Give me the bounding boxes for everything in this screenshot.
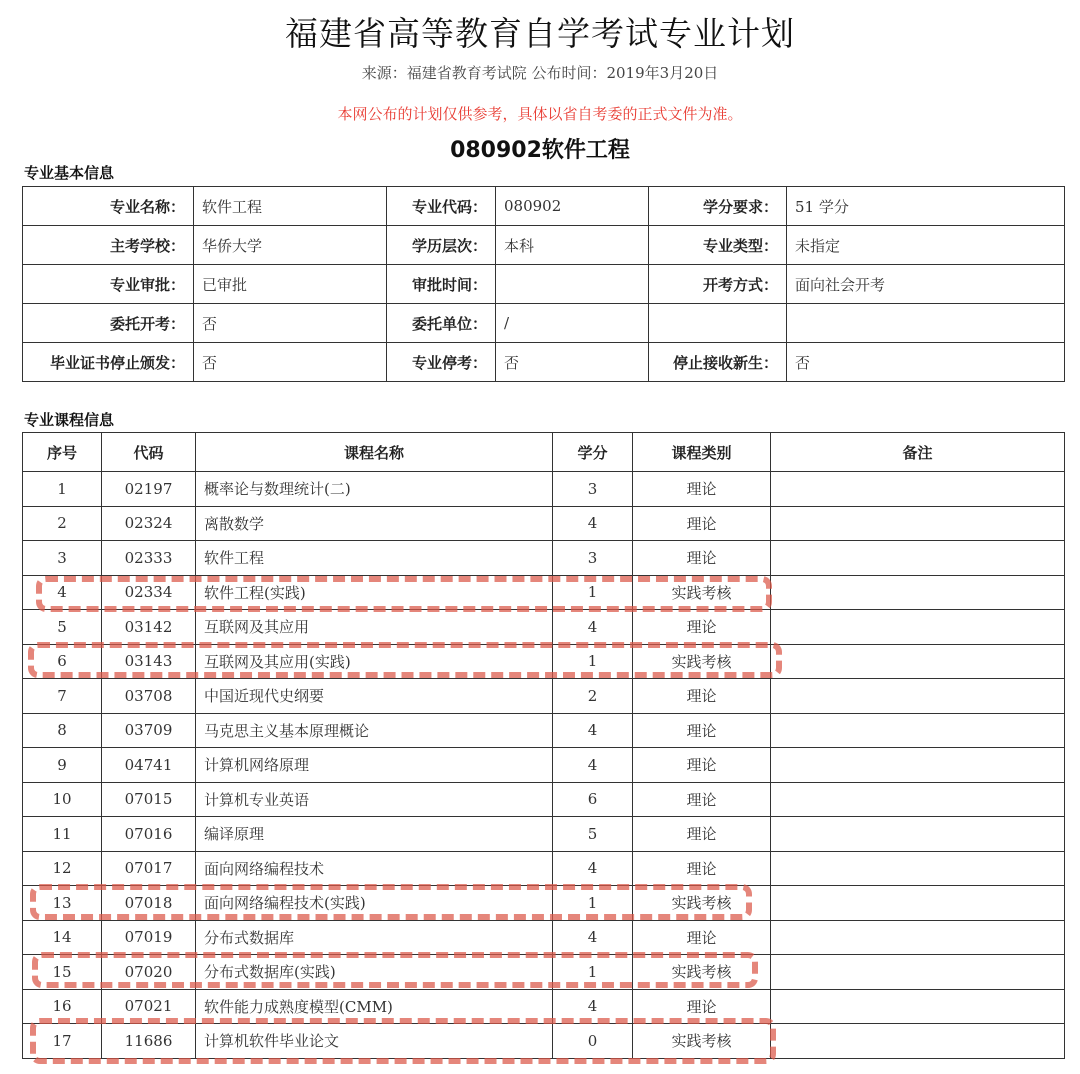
course-remarks [771,989,1065,1024]
info-label: 专业审批： [23,265,194,304]
course-category: 理论 [633,679,771,714]
info-label: 专业名称： [23,187,194,226]
course-credits: 4 [553,748,633,783]
course-remarks [771,886,1065,921]
course-index: 14 [23,920,102,955]
course-remarks [771,1024,1065,1059]
header-remarks: 备注 [771,433,1065,472]
course-name: 软件工程 [196,541,553,576]
course-index: 6 [23,644,102,679]
course-name: 面向网络编程技术(实践) [196,886,553,921]
page-title: 福建省高等教育自学考试专业计划 [285,14,795,53]
course-name: 离散数学 [196,506,553,541]
course-code: 07020 [102,955,196,990]
table-row [23,472,1065,507]
course-index: 16 [23,989,102,1024]
course-index: 5 [23,610,102,645]
header-code: 代码 [102,433,196,472]
course-credits: 4 [553,713,633,748]
table-row [23,782,1065,817]
info-label [649,304,787,343]
course-category: 理论 [633,989,771,1024]
info-label: 专业代码： [387,187,496,226]
course-remarks [771,610,1065,645]
course-name: 编译原理 [196,817,553,852]
course-name: 概率论与数理统计(二) [196,472,553,507]
table-row [23,817,1065,852]
course-code: 02333 [102,541,196,576]
table-row [23,541,1065,576]
course-credits: 1 [553,644,633,679]
course-credits: 2 [553,679,633,714]
course-name: 互联网及其应用 [196,610,553,645]
source-line: 来源：福建省教育考试院 公布时间：2019年3月20日 [361,64,719,82]
info-label: 毕业证书停止颁发： [23,343,194,382]
course-remarks [771,851,1065,886]
info-value: 否 [787,343,1065,382]
course-remarks [771,817,1065,852]
info-label: 审批时间： [387,265,496,304]
course-credits: 4 [553,610,633,645]
info-label: 主考学校： [23,226,194,265]
course-index: 13 [23,886,102,921]
course-category: 实践考核 [633,955,771,990]
course-table-header [23,433,1065,472]
course-index: 17 [23,1024,102,1059]
info-label: 专业停考： [387,343,496,382]
course-name: 计算机软件毕业论文 [196,1024,553,1059]
course-remarks [771,955,1065,990]
info-value: 已审批 [194,265,387,304]
table-row [23,920,1065,955]
info-label: 学历层次： [387,226,496,265]
info-label: 委托单位： [387,304,496,343]
table-row [23,644,1065,679]
course-category: 理论 [633,472,771,507]
info-value: 未指定 [787,226,1065,265]
table-row [23,575,1065,610]
course-index: 8 [23,713,102,748]
course-category: 实践考核 [633,644,771,679]
course-code: 03708 [102,679,196,714]
table-row [23,955,1065,990]
table-row [23,713,1065,748]
table-row [23,989,1065,1024]
course-index: 11 [23,817,102,852]
course-credits: 4 [553,851,633,886]
info-value: 080902 [496,187,649,226]
course-credits: 6 [553,782,633,817]
course-name: 面向网络编程技术 [196,851,553,886]
course-remarks [771,713,1065,748]
course-category: 理论 [633,748,771,783]
course-code: 07018 [102,886,196,921]
course-category: 理论 [633,610,771,645]
info-value: 软件工程 [194,187,387,226]
course-credits: 4 [553,920,633,955]
info-value: 面向社会开考 [787,265,1065,304]
course-index: 12 [23,851,102,886]
course-code: 02334 [102,575,196,610]
course-index: 1 [23,472,102,507]
course-code: 07015 [102,782,196,817]
course-name: 分布式数据库 [196,920,553,955]
course-category: 理论 [633,506,771,541]
info-value: 否 [194,304,387,343]
info-value [787,304,1065,343]
major-title: 080902软件工程 [450,138,630,163]
course-code: 02324 [102,506,196,541]
course-code: 03142 [102,610,196,645]
course-index: 7 [23,679,102,714]
course-credits: 0 [553,1024,633,1059]
basic-info-row [23,265,1065,304]
info-label: 学分要求： [649,187,787,226]
course-remarks [771,472,1065,507]
course-table [22,432,1065,1059]
header-course-name: 课程名称 [196,433,553,472]
table-row [23,1024,1065,1059]
info-value: / [496,304,649,343]
course-remarks [771,782,1065,817]
course-code: 07021 [102,989,196,1024]
course-remarks [771,679,1065,714]
course-category: 理论 [633,782,771,817]
course-name: 中国近现代史纲要 [196,679,553,714]
basic-info-row [23,304,1065,343]
info-value: 否 [194,343,387,382]
table-row [23,748,1065,783]
course-category: 理论 [633,817,771,852]
course-code: 03143 [102,644,196,679]
course-name: 软件能力成熟度模型(CMM) [196,989,553,1024]
course-remarks [771,920,1065,955]
course-credits: 1 [553,575,633,610]
course-code: 07017 [102,851,196,886]
course-category: 理论 [633,541,771,576]
basic-info-row [23,187,1065,226]
course-category: 理论 [633,713,771,748]
course-index: 15 [23,955,102,990]
notice-text: 本网公布的计划仅供参考，具体以省自考委的正式文件为准。 [337,105,743,123]
course-remarks [771,541,1065,576]
table-row [23,610,1065,645]
course-info-section-title: 专业课程信息 [24,411,115,429]
info-value [496,265,649,304]
course-name: 马克思主义基本原理概论 [196,713,553,748]
course-credits: 3 [553,541,633,576]
course-code: 11686 [102,1024,196,1059]
course-credits: 3 [553,472,633,507]
course-name: 分布式数据库(实践) [196,955,553,990]
course-credits: 5 [553,817,633,852]
course-remarks [771,748,1065,783]
course-index: 4 [23,575,102,610]
course-category: 实践考核 [633,1024,771,1059]
info-label: 停止接收新生： [649,343,787,382]
info-value: 51 学分 [787,187,1065,226]
course-remarks [771,644,1065,679]
table-row [23,506,1065,541]
course-index: 3 [23,541,102,576]
course-credits: 4 [553,989,633,1024]
course-credits: 1 [553,886,633,921]
course-credits: 1 [553,955,633,990]
course-category: 理论 [633,851,771,886]
course-remarks [771,506,1065,541]
info-value: 本科 [496,226,649,265]
basic-info-row [23,226,1065,265]
basic-info-row [23,343,1065,382]
course-name: 计算机网络原理 [196,748,553,783]
course-remarks [771,575,1065,610]
course-index: 2 [23,506,102,541]
info-value: 否 [496,343,649,382]
course-code: 02197 [102,472,196,507]
course-name: 计算机专业英语 [196,782,553,817]
info-label: 开考方式： [649,265,787,304]
course-index: 10 [23,782,102,817]
course-category: 实践考核 [633,886,771,921]
table-row [23,851,1065,886]
course-code: 07016 [102,817,196,852]
course-category: 实践考核 [633,575,771,610]
course-code: 03709 [102,713,196,748]
header-index: 序号 [23,433,102,472]
info-label: 委托开考： [23,304,194,343]
course-credits: 4 [553,506,633,541]
course-category: 理论 [633,920,771,955]
table-row [23,886,1065,921]
course-code: 07019 [102,920,196,955]
course-name: 软件工程(实践) [196,575,553,610]
course-name: 互联网及其应用(实践) [196,644,553,679]
table-row [23,679,1065,714]
basic-info-section-title: 专业基本信息 [24,164,115,182]
course-index: 9 [23,748,102,783]
header-category: 课程类别 [633,433,771,472]
course-code: 04741 [102,748,196,783]
basic-info-table [22,186,1065,382]
header-credits: 学分 [553,433,633,472]
info-label: 专业类型： [649,226,787,265]
info-value: 华侨大学 [194,226,387,265]
